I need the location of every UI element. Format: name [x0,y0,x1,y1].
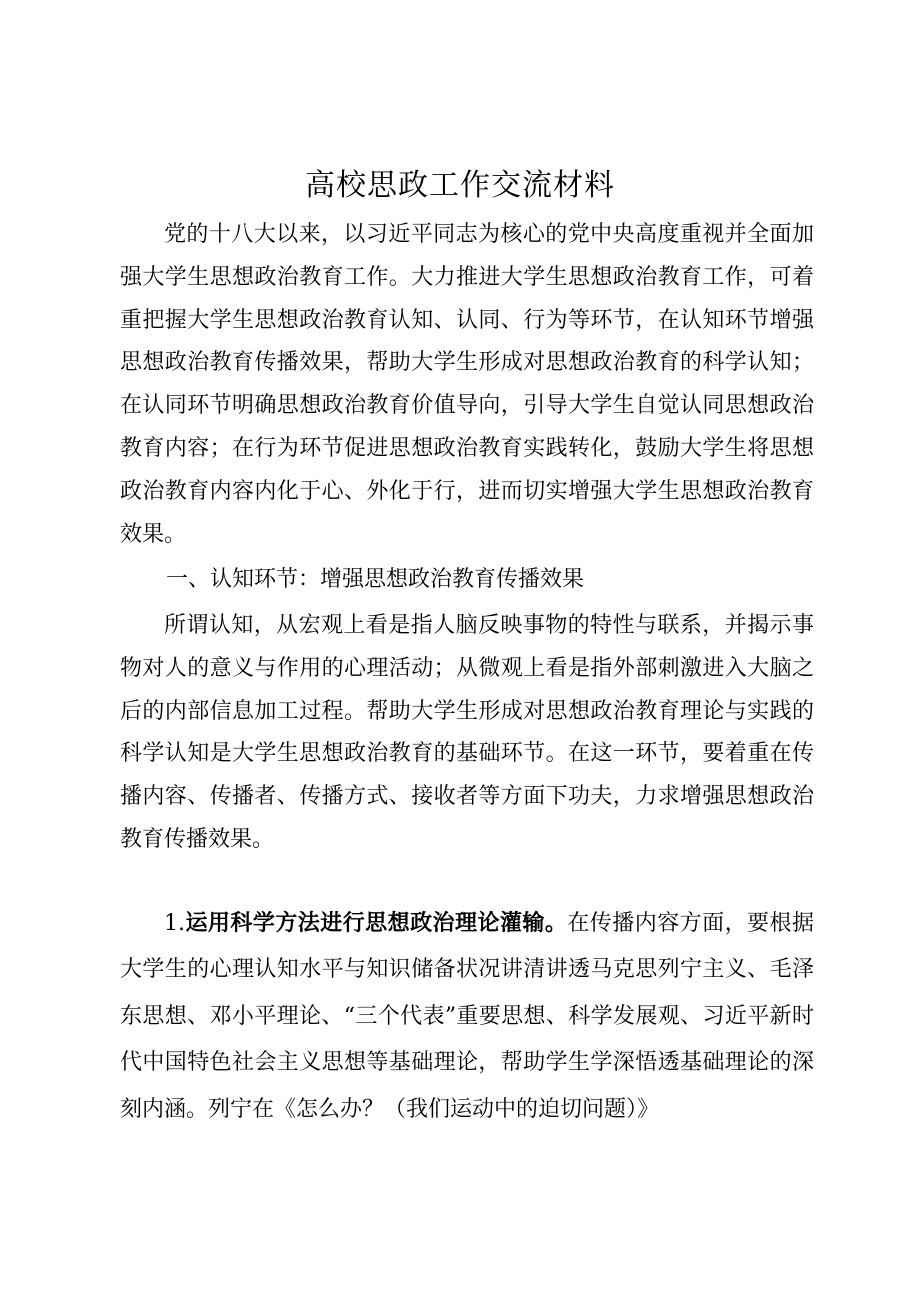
item-paragraph [120,900,814,1133]
section-heading: 一、认知环节：增强思想政治教育传播效果 [166,567,585,592]
intro-paragraph: 党的十八大以来，以习近平同志为核心的党中央高度重视并全面加强大学生思想政治教育工作。大力推进大学生思想政治教育工作，可着重把握大学生思想政治教育认知、认同、行为等环节，在认知环节增强思想政治教育传播效果，帮助大学生形成对思想政治教育的科学认知；在认同环节明确思想政治教育价值导向，引导大学生自觉认同思想政治教育内容；在行为环节促进思想政治教育实践转化，鼓励大学生将思想政治教育内容内化于心、外化于行，进而切实增强大学生思想政治教育效果。 [120,222,814,547]
item-number: 1. [164,911,185,936]
section-body-paragraph: 所谓认知，从宏观上看是指人脑反映事物的特性与联系，并揭示事物对人的意义与作用的心理活动；从微观上看是指外部刺激进入大脑之后的内部信息加工过程。帮助大学生形成对思想政治教育理论与实践的科学认知是大学生思想政治教育的基础环节。在这一环节，要着重在传播内容、传播者、传播方式、接收者等方面下功夫，力求增强思想政治教育传播效果。 [120,613,814,852]
item-text: 在传播内容方面，要根据大学生的心理认知水平与知识储备状况讲清讲透马克思列宁主义、毛泽东思想、邓小平理论、“三个代表”重要思想、科学发展观、习近平新时代中国特色社会主义思想等基础理论，帮助学生学深悟透基础理论的深刻内涵。列宁在《怎么办？（我们运动中的迫切问题）》 [120,911,814,1122]
item-lead-sentence: 运用科学方法进行思想政治理论灌输。 [185,910,568,936]
document-title: 高校思政工作交流材料 [305,168,615,203]
